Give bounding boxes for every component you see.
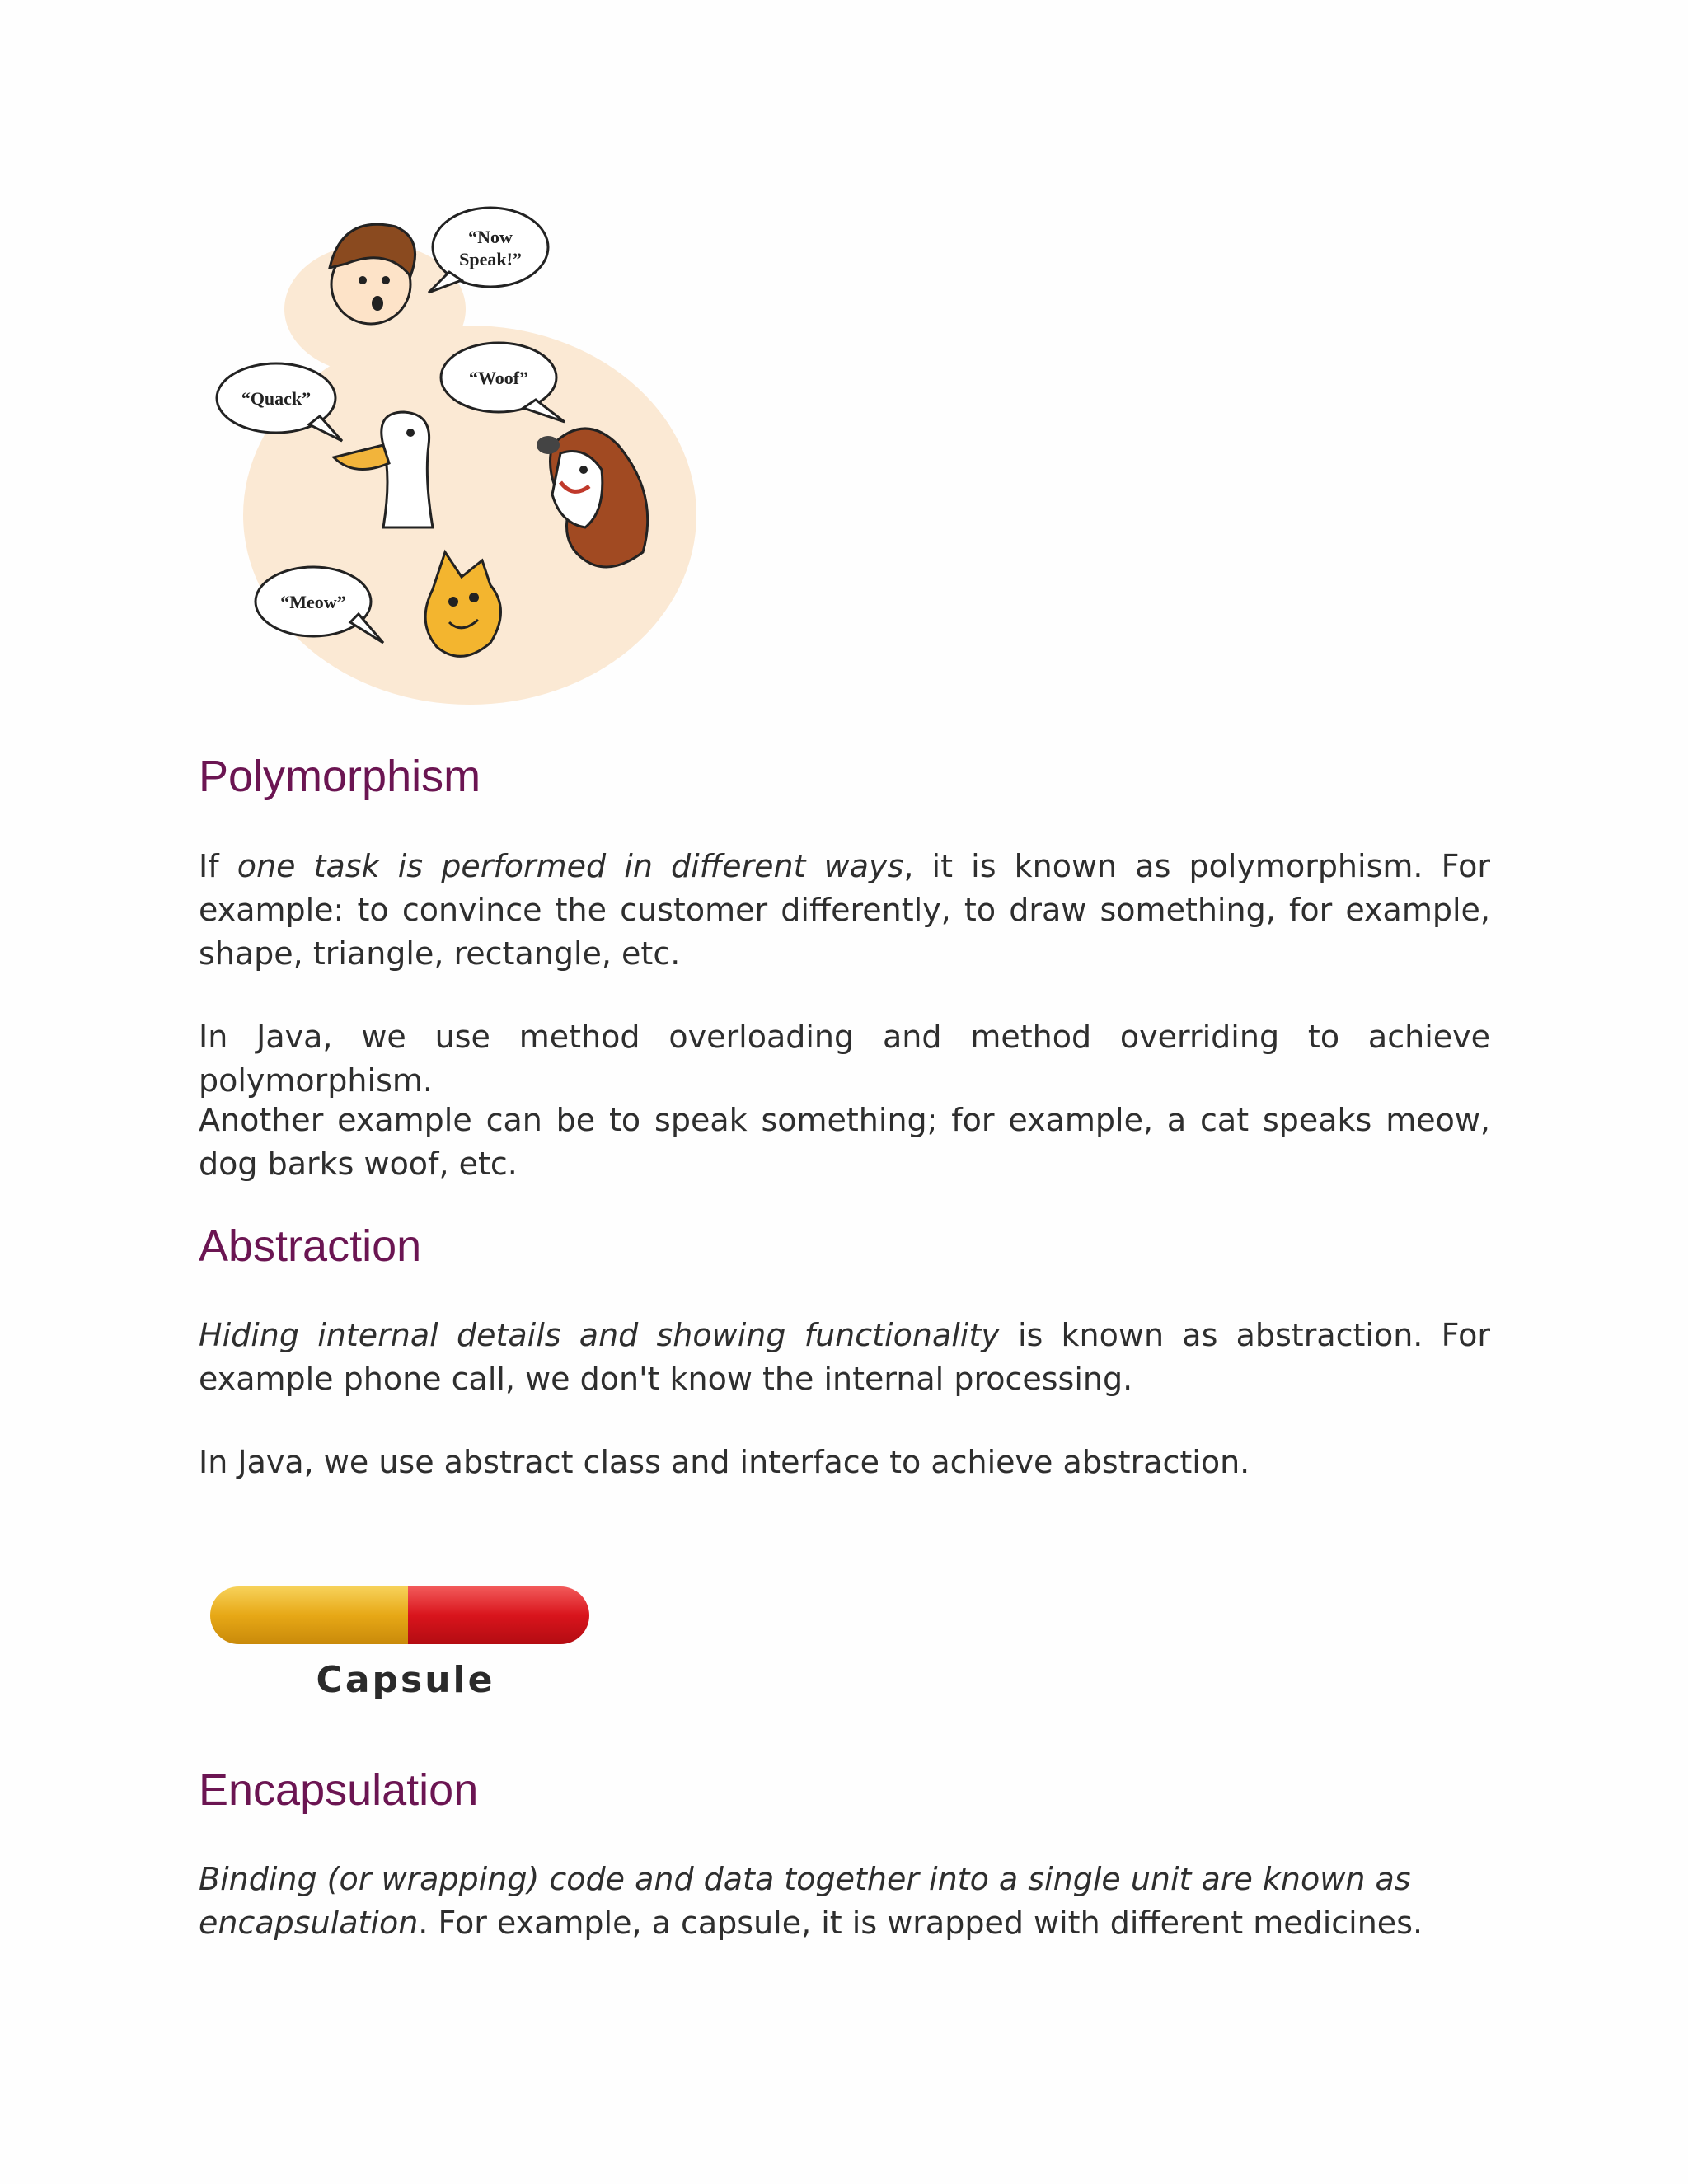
abstraction-paragraph-2: In Java, we use abstract class and interface to achieve abstraction. [199, 1444, 1250, 1480]
boy-face-icon [330, 224, 415, 324]
encapsulation-p1-emphasis: Binding (or wrapping) code and data together into a single unit are known as encapsulation [199, 1861, 1411, 1941]
encapsulation-paragraph-1 [199, 1858, 1490, 1945]
heading-abstraction: Abstraction [199, 1221, 422, 1271]
polymorphism-p1-emphasis: one task is performed in different ways [237, 848, 904, 884]
abstraction-p1-suffix: is known as abstraction. For example phone call, we don't know the internal processing. [199, 1317, 1490, 1397]
bubble-quack: “Quack” [241, 388, 312, 409]
bubble-now-line1: “Now [468, 227, 513, 247]
heading-polymorphism: Polymorphism [199, 752, 481, 801]
now-speak-bubble [429, 208, 548, 293]
bubble-now-line2: Speak!” [459, 249, 522, 269]
polymorphism-p1-suffix: , it is known as polymorphism. For example: to convince the customer differently, to draw something, for example, shape, triangle, rectangle, etc. [199, 848, 1490, 972]
capsule-image [198, 1570, 610, 1710]
abstraction-paragraph-1 [199, 1314, 1490, 1401]
capsule-pill-icon [210, 1586, 589, 1644]
encapsulation-p1-suffix: . For example, a capsule, it is wrapped with different medicines. [418, 1905, 1423, 1941]
heading-encapsulation: Encapsulation [199, 1765, 479, 1815]
capsule-label: Capsule [316, 1659, 495, 1701]
bubble-woof: “Woof” [468, 368, 529, 388]
bubble-meow: “Meow” [280, 592, 346, 612]
polymorphism-p1-prefix: If [199, 848, 237, 884]
abstraction-p1-emphasis: Hiding internal details and showing functionality [199, 1317, 1000, 1353]
polymorphism-paragraph-3: Another example can be to speak something; for example, a cat speaks meow, dog barks woof, etc. [199, 1102, 1490, 1182]
polymorphism-paragraph-1 [199, 845, 1490, 976]
polymorphism-illustration [198, 198, 709, 709]
polymorphism-paragraph-2: In Java, we use method overloading and method overriding to achieve polymorphism. [199, 1019, 1490, 1099]
